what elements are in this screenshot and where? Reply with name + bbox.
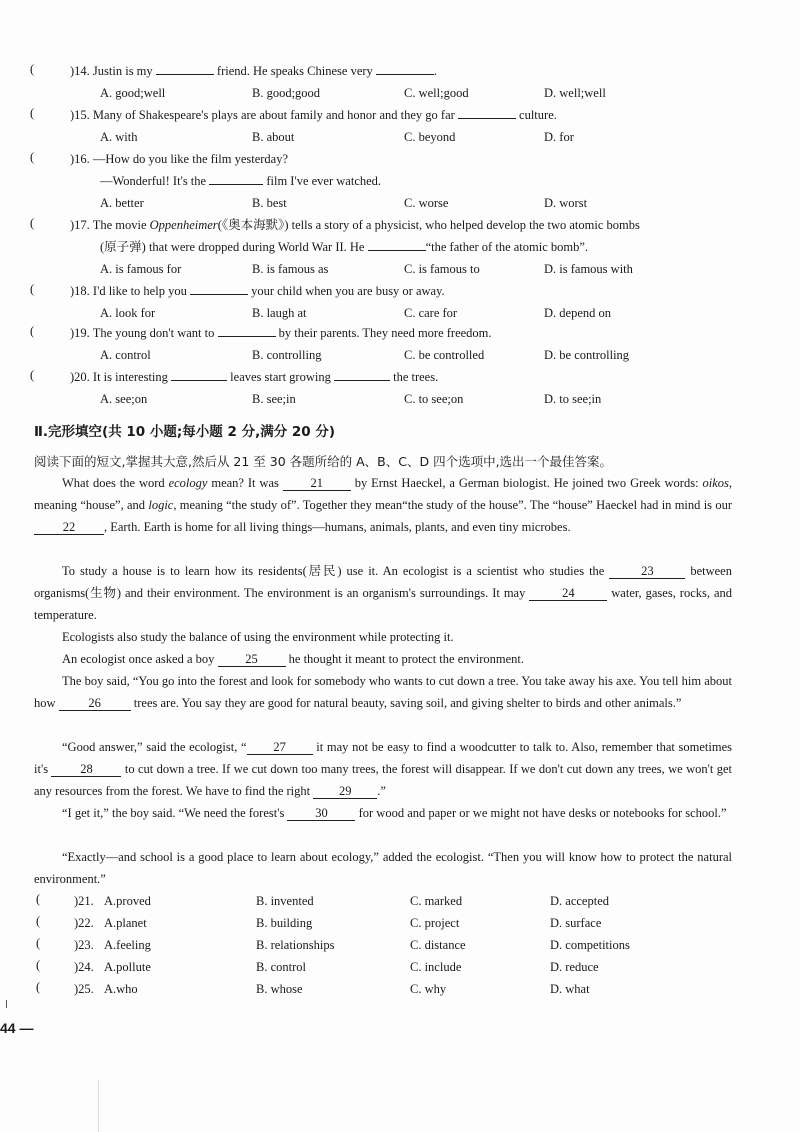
option-c[interactable]: C. marked: [410, 894, 463, 908]
section-heading: Ⅱ.完形填空(共 10 小题;每小题 2 分,满分 20 分): [34, 424, 336, 440]
answer-paren[interactable]: (: [36, 914, 41, 928]
option-d[interactable]: D. for: [544, 130, 574, 144]
question-stem-line2: (原子弹) that were dropped during World War II. He “the father of the atomic bomb”.: [100, 240, 589, 254]
question-stem: )14. Justin is my friend. He speaks Chinese very .: [70, 64, 438, 78]
binding-line: [98, 1080, 99, 1132]
option-c[interactable]: C. be controlled: [404, 348, 485, 362]
option-d[interactable]: D. worst: [544, 196, 588, 210]
question-stem: )18. I'd like to help you your child when you are busy or away.: [70, 284, 445, 298]
answer-paren[interactable]: (: [30, 106, 35, 120]
option-b[interactable]: B. good;good: [252, 86, 321, 100]
option-a[interactable]: A. with: [100, 130, 138, 144]
blank-24[interactable]: 24: [529, 586, 607, 601]
question-stem: )19. The young don't want to by their parents. They need more freedom.: [70, 326, 492, 340]
question-number: )25.: [74, 982, 94, 996]
blank-21[interactable]: 21: [283, 476, 351, 491]
blank-30[interactable]: 30: [287, 806, 355, 821]
passage-paragraph-2: To study a house is to learn how its residents(居民) use it. An ecologist is a scientist who studies the 23 between organisms(生物) and their environment. The environment is an organism's surroundings. It may 24 water, gases, rocks, and temperature.: [34, 564, 732, 622]
option-c[interactable]: C. why: [410, 982, 447, 996]
option-b[interactable]: B. control: [256, 960, 306, 974]
answer-paren[interactable]: (: [36, 936, 41, 950]
answer-paren[interactable]: (: [30, 216, 35, 230]
option-a[interactable]: A.who: [104, 982, 138, 996]
answer-paren[interactable]: (: [30, 324, 35, 338]
answer-paren[interactable]: (: [36, 892, 41, 906]
option-b[interactable]: B. building: [256, 916, 313, 930]
option-c[interactable]: C. is famous to: [404, 262, 480, 276]
question-stem-line2: —Wonderful! It's the film I've ever watched.: [100, 174, 382, 188]
option-d[interactable]: D. well;well: [544, 86, 606, 100]
option-d[interactable]: D. what: [550, 982, 590, 996]
option-a[interactable]: A.pollute: [104, 960, 151, 974]
option-c[interactable]: C. well;good: [404, 86, 469, 100]
blank: [376, 74, 434, 75]
blank-28[interactable]: 28: [51, 762, 121, 777]
question-stem: )15. Many of Shakespeare's plays are about family and honor and they go far culture.: [70, 108, 557, 122]
option-d[interactable]: D. reduce: [550, 960, 599, 974]
option-c[interactable]: C. to see;on: [404, 392, 464, 406]
option-b[interactable]: B. about: [252, 130, 295, 144]
blank-29[interactable]: 29: [313, 784, 377, 799]
answer-paren[interactable]: (: [30, 150, 35, 164]
answer-paren[interactable]: (: [30, 368, 35, 382]
option-a[interactable]: A.planet: [104, 916, 147, 930]
option-d[interactable]: D. to see;in: [544, 392, 602, 406]
blank: [368, 250, 426, 251]
option-a[interactable]: A. see;on: [100, 392, 148, 406]
option-b[interactable]: B. relationships: [256, 938, 335, 952]
option-c[interactable]: C. care for: [404, 306, 458, 320]
option-a[interactable]: A. control: [100, 348, 151, 362]
option-d[interactable]: D. be controlling: [544, 348, 630, 362]
answer-paren[interactable]: (: [30, 62, 35, 76]
option-b[interactable]: B. whose: [256, 982, 303, 996]
option-a[interactable]: A. good;well: [100, 86, 166, 100]
blank-25[interactable]: 25: [218, 652, 286, 667]
option-a[interactable]: A. is famous for: [100, 262, 182, 276]
question-stem: )17. The movie Oppenheimer(《奥本海默》) tells a story of a physicist, who helped develop the two atomic bombs: [70, 218, 640, 232]
question-number: )21.: [74, 894, 94, 908]
option-c[interactable]: C. distance: [410, 938, 466, 952]
option-d[interactable]: D. surface: [550, 916, 602, 930]
passage-paragraph-8: “Exactly—and school is a good place to learn about ecology,” added the ecologist. “Then you will know how to protect the natural environment.”: [34, 850, 732, 886]
blank-22[interactable]: 22: [34, 520, 104, 535]
blank-27[interactable]: 27: [247, 740, 313, 755]
passage-paragraph-6: “Good answer,” said the ecologist, “ 27 it may not be easy to find a woodcutter to talk to. Also, remember that sometimes it's 28 to cut down a tree. If we cut down too many trees, the forest will disappear. If we don't cut down any trees, we won't get any resources from the forest. We have to find the right 29 .”: [34, 740, 733, 798]
option-b[interactable]: B. is famous as: [252, 262, 329, 276]
option-a[interactable]: A.feeling: [104, 938, 151, 952]
option-d[interactable]: D. competitions: [550, 938, 630, 952]
section-instructions: 阅读下面的短文,掌握其大意,然后从 21 至 30 各题所给的 A、B、C、D 四个选项中,选出一个最佳答案。: [34, 454, 613, 469]
answer-paren[interactable]: (: [36, 980, 41, 994]
blank: [209, 184, 263, 185]
option-d[interactable]: D. is famous with: [544, 262, 633, 276]
blank-23[interactable]: 23: [609, 564, 685, 579]
answer-paren[interactable]: (: [30, 282, 35, 296]
blank: [156, 74, 214, 75]
question-number: )22.: [74, 916, 94, 930]
blank: [458, 118, 516, 119]
option-a[interactable]: A.proved: [104, 894, 151, 908]
option-b[interactable]: B. controlling: [252, 348, 322, 362]
option-b[interactable]: B. invented: [256, 894, 314, 908]
option-d[interactable]: D. depend on: [544, 306, 611, 320]
option-d[interactable]: D. accepted: [550, 894, 609, 908]
option-c[interactable]: C. worse: [404, 196, 449, 210]
option-b[interactable]: B. laugh at: [252, 306, 307, 320]
passage-paragraph-7: “I get it,” the boy said. “We need the forest's 30 for wood and paper or we might not have desks or notebooks for school.”: [62, 806, 727, 820]
question-number: )23.: [74, 938, 94, 952]
page-number: 44 —: [0, 1020, 34, 1036]
blank: [218, 336, 276, 337]
option-c[interactable]: C. include: [410, 960, 462, 974]
option-b[interactable]: B. see;in: [252, 392, 296, 406]
passage-paragraph-1: What does the word ecology mean? It was 21 by Ernst Haeckel, a German biologist. He joined two Greek words: oikos, meaning “house”, and logic, meaning “the study of”. Together they mean“the study of the house”. The “house” Haeckel had in mind is our 22 , Earth. Earth is home for all living things—humans, animals, plants, and even tiny microbes.: [34, 476, 732, 534]
margin-mark: [6, 1000, 7, 1008]
blank: [190, 294, 248, 295]
option-c[interactable]: C. project: [410, 916, 460, 930]
passage-paragraph-3: Ecologists also study the balance of using the environment while protecting it.: [62, 630, 454, 644]
blank: [171, 380, 227, 381]
option-b[interactable]: B. best: [252, 196, 287, 210]
question-number: )24.: [74, 960, 94, 974]
blank-26[interactable]: 26: [59, 696, 131, 711]
passage-paragraph-5: The boy said, “You go into the forest and look for somebody who wants to cut down a tree. You take away his axe. You tell him about how 26 trees are. You say they are good for natural beauty, saving soil, and giving shelter to birds and other animals.”: [34, 674, 732, 710]
option-a[interactable]: A. look for: [100, 306, 156, 320]
blank: [334, 380, 390, 381]
option-c[interactable]: C. beyond: [404, 130, 456, 144]
question-stem: )16. —How do you like the film yesterday?: [70, 152, 289, 166]
answer-paren[interactable]: (: [36, 958, 41, 972]
option-a[interactable]: A. better: [100, 196, 144, 210]
passage-paragraph-4: An ecologist once asked a boy 25 he thought it meant to protect the environment.: [62, 652, 524, 666]
question-stem: )20. It is interesting leaves start growing the trees.: [70, 370, 439, 384]
